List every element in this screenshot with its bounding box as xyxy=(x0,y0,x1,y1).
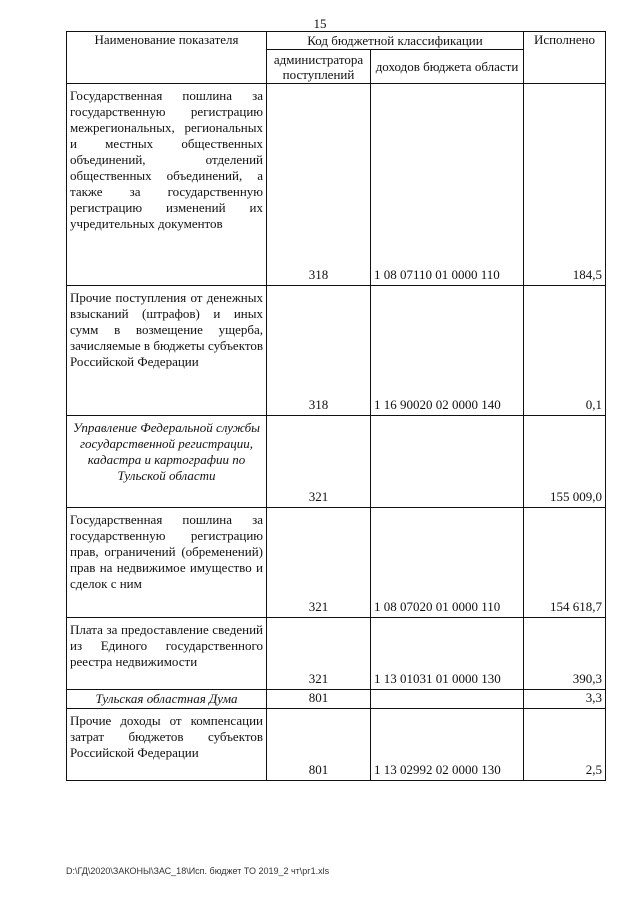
header-done: Исполнено xyxy=(524,32,606,84)
row-admin: 321 xyxy=(267,508,371,618)
row-code xyxy=(371,416,524,508)
row-name: Прочие доходы от компенсации затрат бюджетов субъектов Российской Федерации xyxy=(67,709,267,781)
row-code: 1 08 07020 01 0000 110 xyxy=(371,508,524,618)
row-code xyxy=(371,690,524,709)
row-code: 1 08 07110 01 0000 110 xyxy=(371,84,524,286)
table-row xyxy=(67,690,606,709)
table-row xyxy=(67,84,606,286)
row-name: Государственная пошлина за государственную регистрацию межрегиональных, региональных и местных общественных объединений, отделений общественных объединений, а также за государственную регистрацию изменений их учредительных документов xyxy=(67,84,267,286)
row-amount: 0,1 xyxy=(524,286,606,416)
row-amount: 155 009,0 xyxy=(524,416,606,508)
row-amount: 390,3 xyxy=(524,618,606,690)
row-code: 1 13 02992 02 0000 130 xyxy=(371,709,524,781)
row-admin: 318 xyxy=(267,84,371,286)
table-row xyxy=(67,618,606,690)
row-amount: 184,5 xyxy=(524,84,606,286)
table-row xyxy=(67,286,606,416)
row-name: Прочие поступления от денежных взысканий (штрафов) и иных сумм в возмещение ущерба, зачисляемые в бюджеты субъектов Российской Федерации xyxy=(67,286,267,416)
row-admin: 318 xyxy=(267,286,371,416)
row-admin: 321 xyxy=(267,416,371,508)
row-name: Плата за предоставление сведений из Единого государственного реестра недвижимости xyxy=(67,618,267,690)
row-admin: 801 xyxy=(267,709,371,781)
table-row xyxy=(67,709,606,781)
row-name: Управление Федеральной службы государственной регистрации, кадастра и картографии по Тульской области xyxy=(67,416,267,508)
row-admin: 321 xyxy=(267,618,371,690)
row-code: 1 16 90020 02 0000 140 xyxy=(371,286,524,416)
row-code: 1 13 01031 01 0000 130 xyxy=(371,618,524,690)
row-amount: 154 618,7 xyxy=(524,508,606,618)
row-name: Государственная пошлина за государственную регистрацию прав, ограничений (обременений) прав на недвижимое имущество и сделок с ним xyxy=(67,508,267,618)
row-amount: 2,5 xyxy=(524,709,606,781)
footer-file-path: D:\ГД\2020\ЗАКОНЫ\ЗАС_18\Исп. бюджет ТО 2019_2 чт\рг1.xls xyxy=(66,866,330,876)
table-row xyxy=(67,416,606,508)
header-name: Наименование показателя xyxy=(67,32,267,84)
row-admin: 801 xyxy=(267,690,371,709)
header-code-group: Код бюджетной классификации xyxy=(267,32,524,50)
row-amount: 3,3 xyxy=(524,690,606,709)
header-admin: администратора поступлений xyxy=(267,50,371,84)
budget-table xyxy=(66,31,606,781)
table-row xyxy=(67,508,606,618)
header-income: доходов бюджета области xyxy=(371,50,524,84)
page-number: 15 xyxy=(313,16,327,31)
row-name: Тульская областная Дума xyxy=(67,690,267,709)
